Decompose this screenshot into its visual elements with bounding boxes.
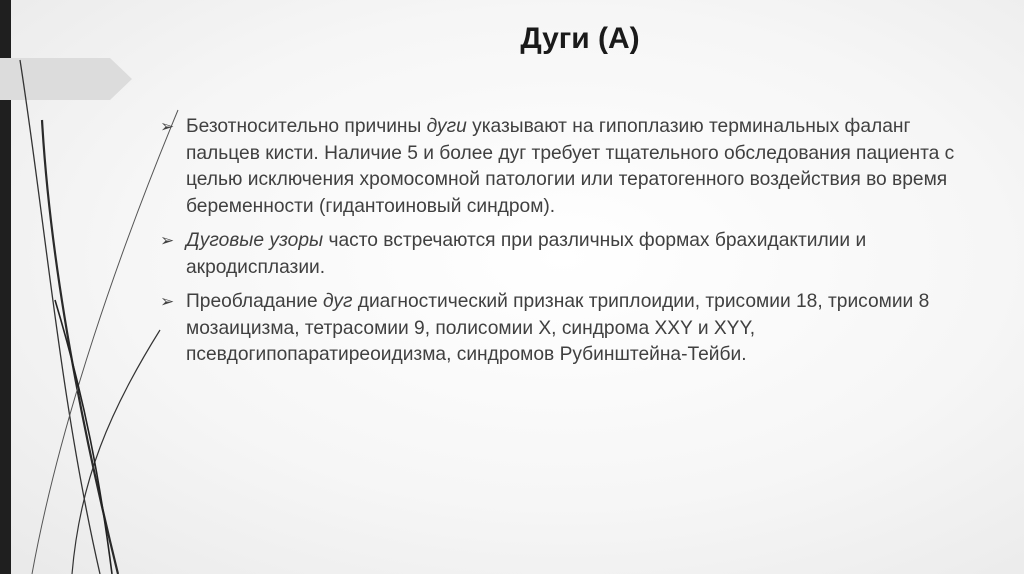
bullet-item [160, 114, 980, 220]
bullet-text-after: часто встречаются при различных формах брахидактилии и акродисплазии. [186, 230, 867, 278]
arrowhead-bullet-icon: ➢ [160, 117, 175, 136]
bullet-text-after: диагностический признак триплоидии, трисомии 18, трисомии 8 мозаицизма, тетрасомии 9, полисомии X, синдрома XXY и XYY, псевдогипопаратиреоидизма, синдромов Рубинштейна-Тейби. [186, 291, 930, 365]
bullet-text-emphasis: дуги [426, 116, 467, 137]
slide-title: Дуги (А) [520, 22, 640, 55]
bullet-item [160, 228, 980, 281]
arrowhead-bullet-icon: ➢ [160, 231, 175, 250]
bullet-text-emphasis: Дуговые узоры [186, 230, 324, 251]
bullet-list [160, 114, 980, 377]
bullet-text-before: Преобладание [186, 291, 323, 312]
bullet-text-after: указывают на гипоплазию терминальных фаланг пальцев кисти. Наличие 5 и более дуг требует тщательного обследования пациента с целью исключения хромосомной патологии или тератогенного воздействия во время беременности (гидантоиновый синдром). [186, 116, 955, 217]
bullet-item [160, 289, 980, 369]
bullet-text-before: Безотносительно причины [186, 116, 427, 137]
arrowhead-bullet-icon: ➢ [160, 292, 175, 311]
bullet-text-emphasis: дуг [322, 291, 353, 312]
